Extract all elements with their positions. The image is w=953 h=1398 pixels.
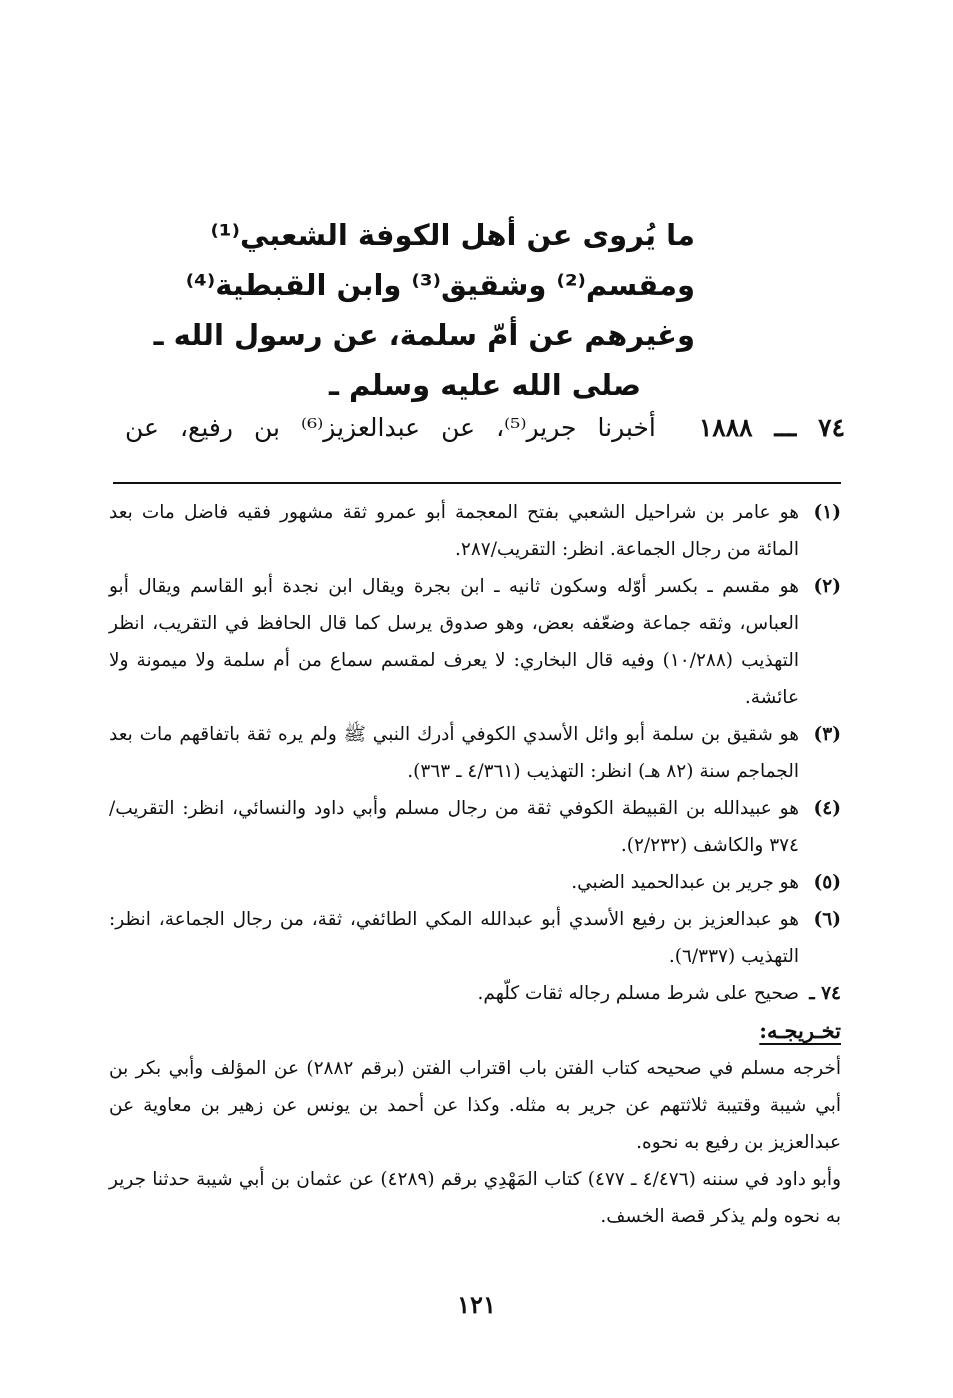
footnote-text: هو عبدالعزيز بن رفيع الأسدي أبو عبدالله المكي الطائفي، ثقة، من رجال الجماعة، انظر: التهذيب (٦/٣٣٧). (109, 909, 799, 967)
footnote-number: (٤) (813, 798, 841, 819)
footnote-1 (109, 494, 841, 568)
footnote-text: هو شقيق بن سلمة أبو وائل الأسدي الكوفي أدرك النبي ﷺ ولم يره ثقة باتفاقهم مات بعد الجماجم سنة (٨٢ هـ) انظر: التهذيب (٤/٣٦١ ـ ٣٦٣). (109, 724, 799, 782)
footnote-5 (109, 864, 841, 901)
hadith-number: ٧٤ ـــ ١٨٨٨ (698, 413, 845, 442)
footnote-number: (٣) (813, 724, 841, 745)
hadith-text: أخبرنا جرير⁽⁵⁾، عن عبدالعزيز⁽⁶⁾ بن رفيع، عن (125, 413, 656, 442)
hadith-grading (109, 975, 841, 1012)
footnote-text: هو عامر بن شراحيل الشعبي بفتح المعجمة أبو عمرو ثقة مشهور فقيه فاضل مات بعد المائة من رجال الجماعة. انظر: التقريب/٢٨٧. (109, 502, 799, 560)
footnotes-section (109, 494, 841, 1235)
chapter-heading (153, 210, 695, 410)
footnote-3 (109, 716, 841, 790)
takhrij-title: تخـريجـه: (759, 1018, 841, 1043)
footnote-text: هو مقسم ـ بكسر أوّله وسكون ثانيه ـ ابن بجرة ويقال ابن نجدة أبو القاسم ويقال أبو العباس، وثقه جماعة وضعّفه بعض، وهو صدوق يرسل كما قال الحافظ في التقريب، انظر التهذيب (١٠/٢٨٨) وفيه قال البخاري: لا يعرف لمقسم سماع من أم سلمة ولا ميمونة ولا عائشة. (109, 576, 799, 708)
footnote-divider (113, 482, 841, 484)
takhrij-paragraph-2: وأبو داود في سننه (٤/٤٧٦ ـ ٤٧٧) كتاب المَهْدِي برقم (٤٢٨٩) عن عثمان بن أبي شيبة حدثنا جرير به نحوه ولم يذكر قصة الخسف. (109, 1169, 842, 1227)
footnote-number: (٢) (813, 576, 841, 597)
footnote-text: هو جرير بن عبدالحميد الضبي. (571, 872, 799, 893)
takhrij-paragraph-1: أخرجه مسلم في صحيحه كتاب الفتن باب اقتراب الفتن (برقم ٢٨٨٢) عن المؤلف وأبي بكر بن أبي شيبة وقتيبة ثلاثتهم عن جرير به مثله. وكذا عن أحمد بن يونس عن زهير بن معاوية عن عبدالعزيز بن رفيع به نحوه. (109, 1058, 841, 1153)
grading-number: ٧٤ ـ (809, 983, 841, 1004)
footnote-6 (109, 901, 841, 975)
footnote-number: (١) (813, 502, 841, 523)
page-number: ١٢١ (457, 1290, 496, 1319)
heading-line-3: وغيرهم عن أمّ سلمة، عن رسول الله ـ (153, 318, 695, 352)
footnote-2 (109, 568, 841, 716)
heading-line-4: صلى الله عليه وسلم ـ (329, 368, 641, 402)
hadith-line (125, 404, 845, 452)
heading-line-1: ما يُروى عن أهل الكوفة الشعبي⁽¹⁾ (210, 218, 695, 252)
heading-line-2: ومقسم⁽²⁾ وشقيق⁽³⁾ وابن القبطية⁽⁴⁾ (185, 268, 695, 302)
takhrij-section (109, 1012, 841, 1235)
footnote-text: هو عبيدالله بن القبيطة الكوفي ثقة من رجال مسلم وأبي داود والنسائي، انظر: التقريب/٣٧٤ والكاشف (٢/٢٣٢). (109, 798, 799, 856)
footnote-number: (٦) (813, 909, 841, 930)
grading-text: صحيح على شرط مسلم رجاله ثقات كلّهم. (477, 983, 799, 1004)
footnote-number: (٥) (813, 872, 841, 893)
footnote-4 (109, 790, 841, 864)
